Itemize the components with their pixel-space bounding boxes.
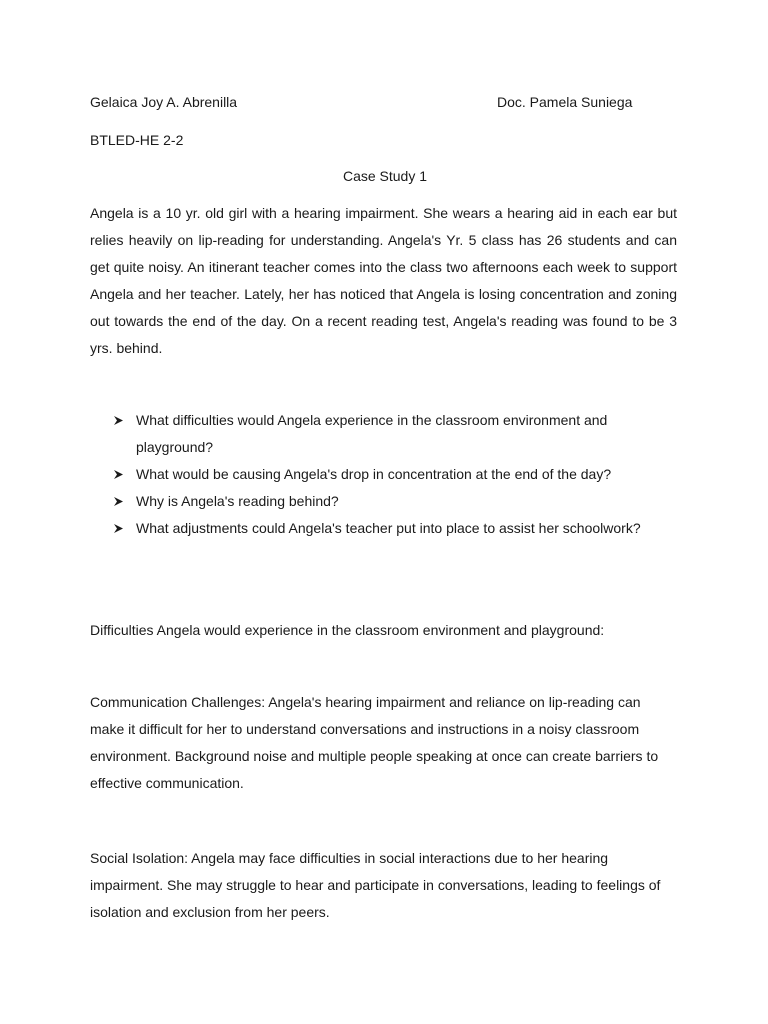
question-list [113, 407, 673, 542]
question-text: What difficulties would Angela experience in the classroom environment and playground? [136, 412, 608, 455]
question-item [113, 461, 673, 488]
case-study-title: Case Study 1 [342, 168, 428, 184]
question-item [113, 515, 673, 542]
question-item [113, 488, 673, 515]
instructor-name: Doc. Pamela Suniega [497, 94, 633, 110]
social-isolation-paragraph: Social Isolation: Angela may face difficulties in social interactions due to her hearing impairment. She may struggle to hear and participate in conversations, leading to feelings of isolation and exclusion from her peers. [90, 850, 661, 920]
arrow-bullet-icon [113, 469, 124, 480]
arrow-bullet-icon [113, 415, 124, 426]
question-item [113, 407, 673, 461]
question-text: What would be causing Angela's drop in concentration at the end of the day? [136, 466, 612, 482]
communication-challenges-paragraph: Communication Challenges: Angela's hearing impairment and reliance on lip-reading can make it difficult for her to understand conversations and instructions in a noisy classroom environment. Background noise and multiple people speaking at once can create barriers to effective communication. [90, 694, 659, 791]
question-text: What adjustments could Angela's teacher put into place to assist her schoolwork? [136, 520, 641, 536]
course-code: BTLED-HE 2-2 [90, 132, 184, 148]
difficulties-heading: Difficulties Angela would experience in the classroom environment and playground: [90, 622, 605, 638]
question-text: Why is Angela's reading behind? [136, 493, 339, 509]
case-description: Angela is a 10 yr. old girl with a hearing impairment. She wears a hearing aid in each ear but relies heavily on lip-reading for understanding. Angela's Yr. 5 class has 26 students and can get quite noisy. An itinerant teacher comes into the class two afternoons each week to support Angela and her teacher. Lately, her has noticed that Angela is losing concentration and zoning out towards the end of the day. On a recent reading test, Angela's reading was found to be 3 yrs. behind. [90, 205, 677, 356]
arrow-bullet-icon [113, 496, 124, 507]
student-name: Gelaica Joy A. Abrenilla [90, 94, 238, 110]
arrow-bullet-icon [113, 523, 124, 534]
